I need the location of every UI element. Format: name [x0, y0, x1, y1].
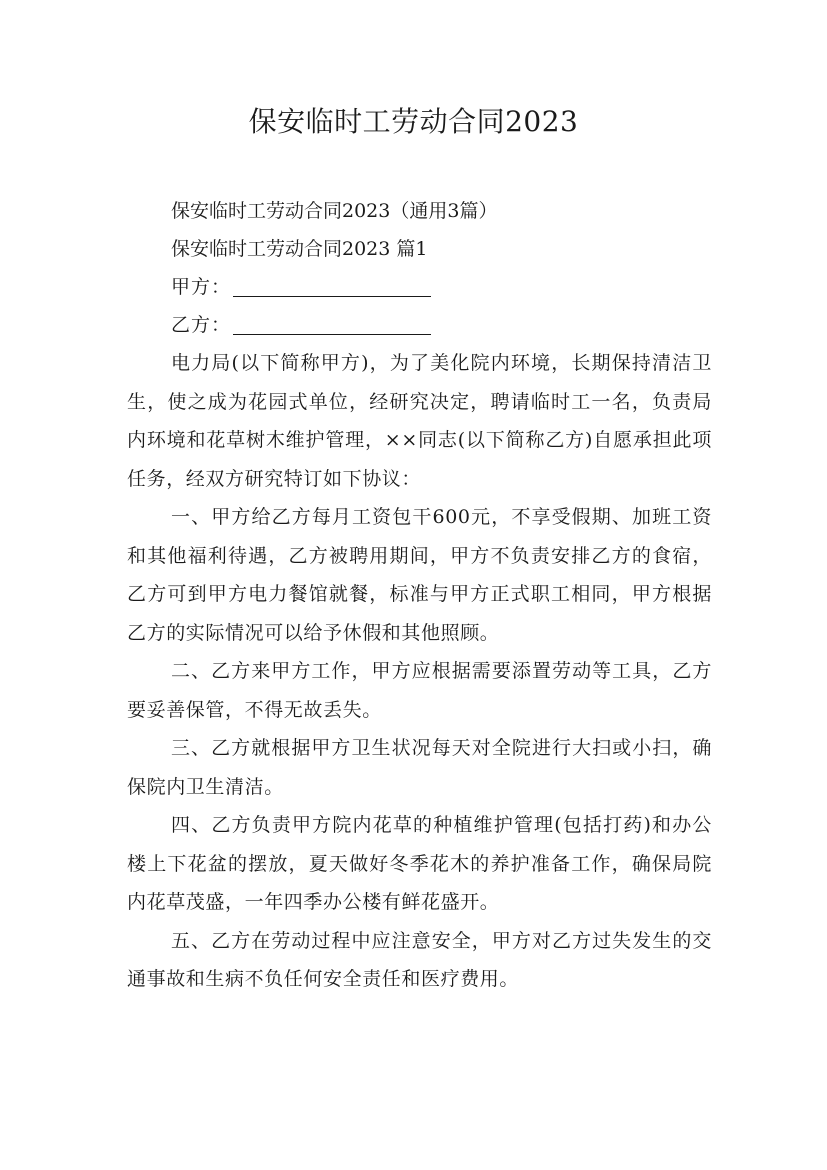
document-subtitle: 保安临时工劳动合同2023（通用3篇）: [171, 200, 498, 222]
party-a-line: [127, 268, 712, 306]
paragraph-clause-2: 二、乙方来甲方工作，甲方应根据需要添置劳动等工具，乙方要妥善保管，不得无故丢失。: [127, 660, 712, 721]
party-b-label: 乙方：: [171, 314, 232, 336]
paragraph-clause-4: 四、乙方负责甲方院内花草的种植维护管理(包括打药)和办公楼上下花盆的摆放，夏天做好冬季花木的养护准备工作，确保局院内花草茂盛，一年四季办公楼有鲜花盛开。: [127, 814, 712, 913]
document-body: [127, 192, 712, 999]
party-b-line: [127, 306, 712, 344]
section-heading: 保安临时工劳动合同2023 篇1: [171, 238, 428, 260]
paragraph-clause-5: 五、乙方在劳动过程中应注意安全，甲方对乙方过失发生的交通事故和生病不负任何安全责任和医疗费用。: [127, 929, 712, 990]
party-a-blank: [233, 274, 431, 297]
party-b-blank: [233, 312, 431, 335]
paragraph-clause-3: 三、乙方就根据甲方卫生状况每天对全院进行大扫或小扫，确保院内卫生清洁。: [127, 737, 712, 798]
paragraph-intro: 电力局(以下简称甲方)，为了美化院内环境，长期保持清洁卫生，使之成为花园式单位，经研究决定，聘请临时工一名，负责局内环境和花草树木维护管理，××同志(以下简称乙方)自愿承担此项任务，经双方研究特订如下协议：: [127, 352, 712, 490]
paragraph-clause-1: 一、甲方给乙方每月工资包干600元，不享受假期、加班工资和其他福利待遇，乙方被聘用期间，甲方不负责安排乙方的食宿，乙方可到甲方电力餐馆就餐，标准与甲方正式职工相同，甲方根据乙方的实际情况可以给予休假和其他照顾。: [127, 506, 712, 644]
document-title: 保安临时工劳动合同2023: [248, 105, 579, 138]
party-a-label: 甲方：: [171, 276, 232, 298]
